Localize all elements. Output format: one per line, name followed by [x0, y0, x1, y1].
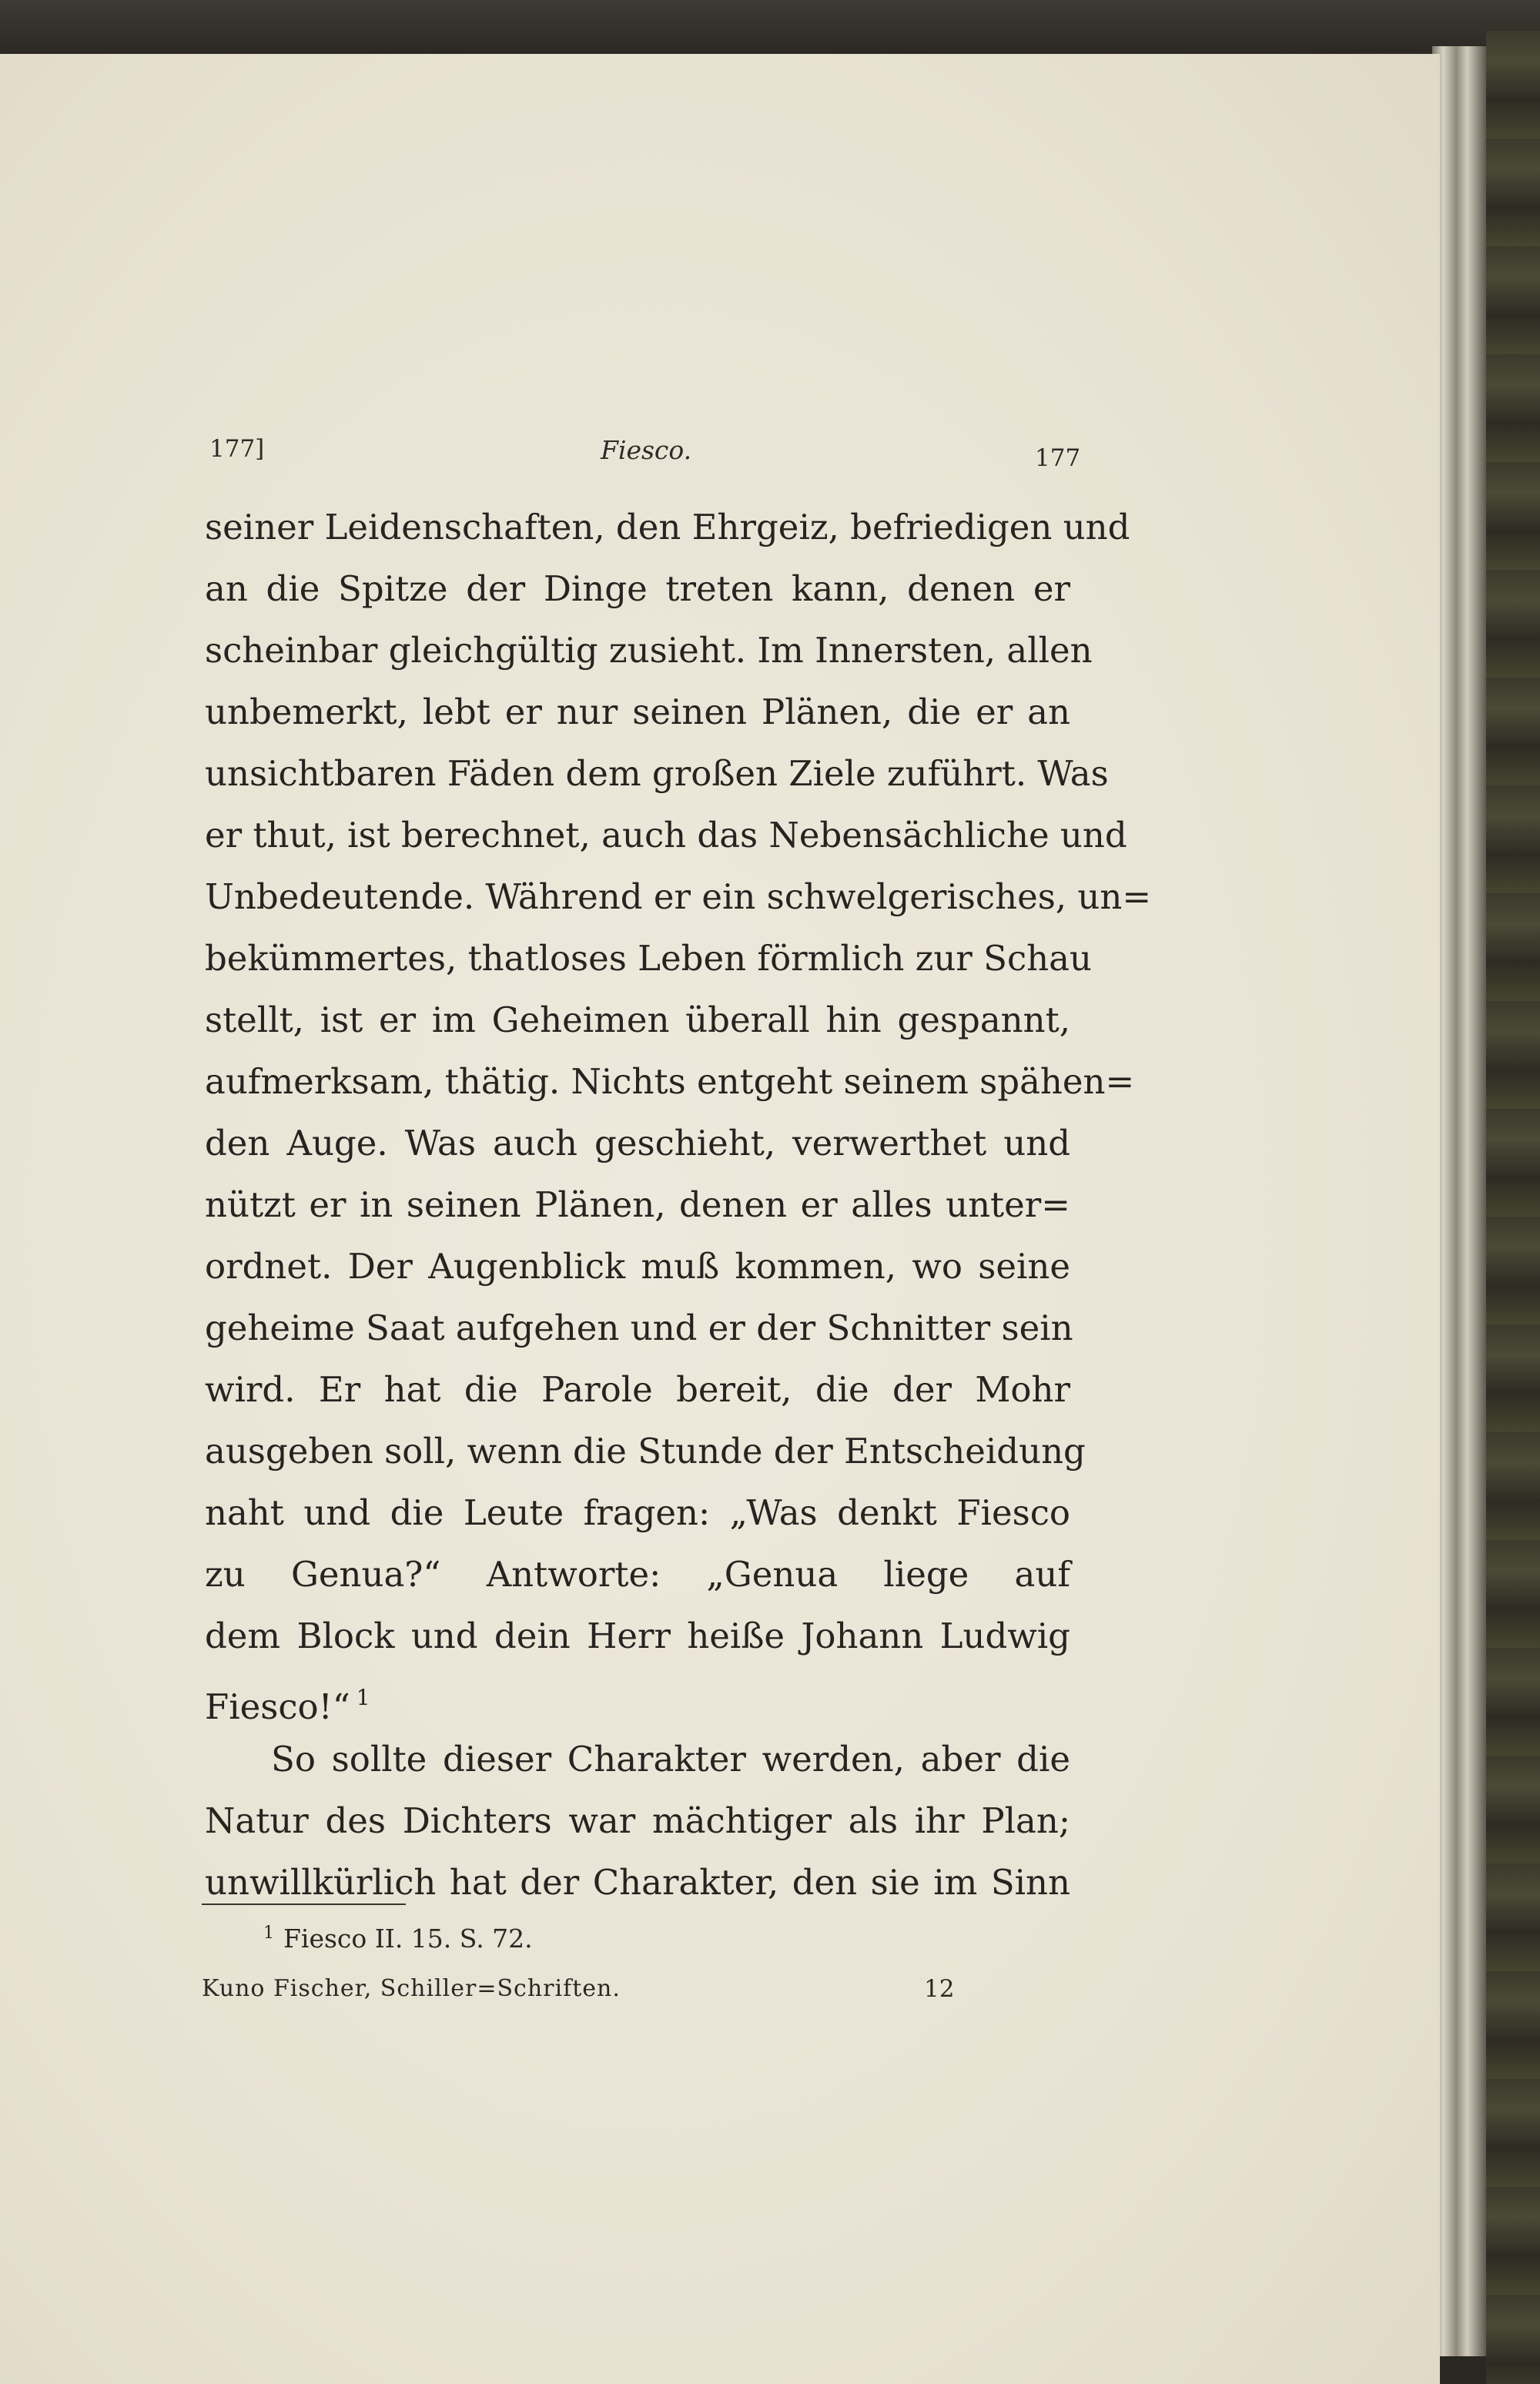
text-line: ausgeben soll, wenn die Stunde der Entscheidung — [205, 1431, 1086, 1472]
book-page — [0, 54, 1440, 2384]
text-line: Natur des Dichters war mächtiger als ihr Plan; — [205, 1800, 1070, 1841]
text-line: dem Block und dein Herr heiße Johann Ludwig — [205, 1616, 1070, 1656]
header-title: Fiesco. — [601, 435, 692, 465]
footnote-reference: 1 — [356, 1685, 370, 1710]
page-edges — [1432, 46, 1486, 2356]
text-line: stellt, ist er im Geheimen überall hin gespannt, — [205, 999, 1070, 1040]
text-line: geheime Saat aufgehen und er der Schnitter sein — [205, 1308, 1073, 1348]
footnote — [263, 1924, 533, 1954]
text-line: er thut, ist berechnet, auch das Nebensächliche und — [205, 815, 1127, 855]
running-header — [0, 435, 1440, 481]
footnote-text: Fiesco II. 15. S. 72. — [283, 1924, 533, 1954]
body-text — [205, 497, 1152, 1914]
text-line: unbemerkt, lebt er nur seinen Plänen, die er an — [205, 691, 1070, 732]
paragraph-end-line — [205, 1667, 1070, 1729]
footnote-mark: 1 — [263, 1924, 274, 1943]
footnote-divider — [202, 1904, 406, 1905]
text-line: unwillkürlich hat der Charakter, den sie im Sinn — [205, 1862, 1070, 1903]
paragraph-end-text: Fiesco!“ — [205, 1686, 350, 1727]
text-line: seiner Leidenschaften, den Ehrgeiz, befriedigen und — [205, 507, 1130, 547]
header-left-page-number: 177] — [209, 435, 265, 463]
text-line: zu Genua?“ Antworte: „Genua liege auf — [205, 1554, 1070, 1595]
header-right-page-number: 177 — [1035, 444, 1081, 472]
text-line: nützt er in seinen Plänen, denen er alles unter= — [205, 1184, 1070, 1225]
signature-title: Kuno Fischer, Schiller=Schriften. — [202, 1975, 621, 2002]
text-line: Unbedeutende. Während er ein schwelgerisches, un= — [205, 876, 1152, 917]
text-line: an die Spitze der Dinge treten kann, denen er — [205, 568, 1070, 609]
text-line: naht und die Leute fragen: „Was denkt Fiesco — [205, 1492, 1070, 1533]
signature-number: 12 — [924, 1975, 955, 2003]
text-line: den Auge. Was auch geschieht, verwerthet und — [205, 1123, 1070, 1164]
text-line: wird. Er hat die Parole bereit, die der Mohr — [205, 1369, 1070, 1410]
text-line: bekümmertes, thatloses Leben förmlich zur Schau — [205, 938, 1092, 979]
text-line: scheinbar gleichgültig zusieht. Im Innersten, allen — [205, 630, 1093, 671]
text-line: So sollte dieser Charakter werden, aber die — [271, 1739, 1070, 1780]
text-line: aufmerksam, thätig. Nichts entgeht seinem spähen= — [205, 1061, 1135, 1102]
text-line: ordnet. Der Augenblick muß kommen, wo seine — [205, 1246, 1070, 1287]
text-line: unsichtbaren Fäden dem großen Ziele zuführt. Was — [205, 753, 1109, 794]
book-cover-right-edge — [1486, 31, 1540, 2384]
